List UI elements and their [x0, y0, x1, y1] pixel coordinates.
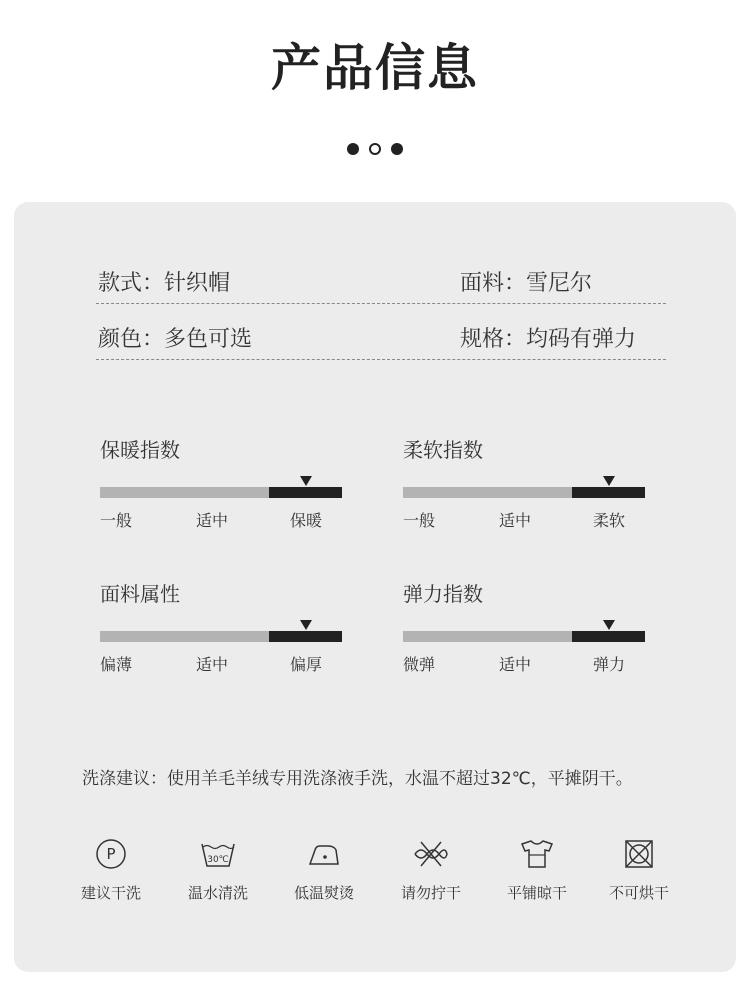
care-item-low-iron: [279, 838, 369, 903]
gauge-label: 柔软指数: [403, 438, 483, 462]
gauge-bar: [403, 487, 645, 498]
gauge-tick-mid: 适中: [196, 655, 229, 674]
gauge-tick-low: 一般: [403, 511, 436, 530]
gauge-marker-icon: [300, 476, 312, 486]
gauge-fill: [269, 487, 342, 498]
no-tumble-dry-icon: [621, 838, 657, 870]
care-item-warm-wash: [173, 838, 263, 903]
dot-indicator: [347, 143, 359, 155]
dry-clean-icon: [93, 838, 129, 870]
care-label: 建议干洗: [80, 884, 141, 902]
gauge-marker-icon: [603, 476, 615, 486]
gauge-marker-icon: [603, 620, 615, 630]
care-item-dry-clean: [66, 838, 156, 903]
care-label: 温水清洗: [187, 884, 248, 902]
gauge-tick-mid: 适中: [196, 511, 229, 530]
spec-size: 规格：均码有弹力: [460, 327, 637, 352]
gauge-tick-mid: 适中: [499, 655, 532, 674]
info-card: [14, 202, 736, 972]
gauge-elasticity: [403, 578, 648, 674]
care-item-flat-dry: [492, 838, 582, 903]
gauge-tick-mid: 适中: [499, 511, 532, 530]
dot-indicator-active: [369, 143, 381, 155]
dry-clean-icon-letter: P: [106, 845, 116, 863]
gauge-tick-low: 偏薄: [100, 655, 133, 674]
divider: [96, 359, 666, 360]
divider: [96, 303, 666, 304]
page-title: 产品信息: [271, 39, 479, 97]
gauge-bar: [403, 631, 645, 642]
gauge-tick-low: 微弹: [403, 655, 436, 674]
dot-indicator: [391, 143, 403, 155]
wash-advice: 洗涤建议：使用羊毛羊绒专用洗涤液手洗，水温不超过32℃，平摊阴干。: [82, 769, 633, 789]
care-label: 平铺晾干: [506, 884, 567, 902]
warm-wash-icon-temp: 30℃: [207, 855, 229, 865]
gauge-label: 弹力指数: [403, 582, 483, 606]
gauge-bar: [100, 487, 342, 498]
pagination-dots: [0, 138, 750, 157]
care-label: 请勿拧干: [400, 884, 461, 902]
gauge-tick-high: 偏厚: [290, 655, 323, 674]
low-iron-icon: [306, 838, 342, 870]
gauge-label: 面料属性: [100, 582, 180, 606]
gauge-thickness: [100, 578, 345, 674]
gauge-marker-icon: [300, 620, 312, 630]
gauge-tick-low: 一般: [100, 511, 133, 530]
gauge-tick-high: 弹力: [593, 655, 626, 674]
gauge-tick-high: 保暖: [290, 511, 323, 530]
gauge-tick-high: 柔软: [593, 511, 626, 530]
no-wring-icon: [413, 838, 449, 870]
spec-fabric: 面料：雪尼尔: [460, 271, 593, 296]
care-label: 不可烘干: [608, 884, 669, 902]
warm-wash-icon: [200, 838, 236, 870]
spec-style: 款式：针织帽: [98, 271, 231, 296]
gauge-warmth: [100, 434, 345, 530]
care-item-no-tumble-dry: [594, 838, 684, 903]
gauge-bar: [100, 631, 342, 642]
spec-color: 颜色：多色可选: [98, 327, 253, 352]
gauge-label: 保暖指数: [100, 438, 180, 462]
gauge-fill: [572, 487, 645, 498]
gauge-fill: [269, 631, 342, 642]
flat-dry-icon: [519, 838, 555, 870]
gauge-softness: [403, 434, 648, 530]
care-label: 低温熨烫: [293, 884, 354, 902]
gauge-fill: [572, 631, 645, 642]
care-item-no-wring: [386, 838, 476, 903]
